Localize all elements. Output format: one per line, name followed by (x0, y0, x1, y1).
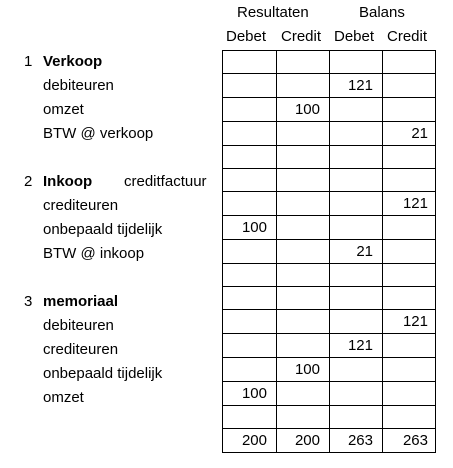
entry-number: 3 (24, 293, 33, 310)
subheader-balans-credit: Credit (387, 28, 428, 45)
entry-title: memoriaal (43, 293, 119, 310)
table-cell (383, 169, 436, 192)
account-label: BTW @ verkoop (43, 125, 154, 142)
table-cell (330, 146, 383, 169)
entry-title: Inkoop (43, 173, 93, 190)
table-cell: 121 (383, 192, 436, 216)
table-cell (223, 74, 277, 98)
subheader-resultaten-credit: Credit (281, 28, 322, 45)
table-row (223, 98, 436, 122)
table-cell: 263 (383, 429, 436, 453)
table-cell (223, 287, 277, 310)
table-cell: 200 (277, 429, 330, 453)
table-cell (277, 240, 330, 264)
table-cell (223, 310, 277, 334)
table-cell (383, 98, 436, 122)
table-cell (330, 216, 383, 240)
account-label: crediteuren (43, 197, 119, 214)
table-cell (277, 192, 330, 216)
table-cell: 121 (383, 310, 436, 334)
account-label: BTW @ inkoop (43, 245, 145, 262)
table-cell: 100 (277, 98, 330, 122)
table-cell (223, 98, 277, 122)
table-cell (223, 240, 277, 264)
entry-number: 2 (24, 173, 33, 190)
table-cell (330, 192, 383, 216)
table-row (223, 287, 436, 310)
table-row (223, 216, 436, 240)
table-cell (383, 264, 436, 287)
journal-grid (222, 50, 436, 453)
account-label: onbepaald tijdelijk (43, 365, 163, 382)
table-cell (277, 382, 330, 406)
table-cell (383, 406, 436, 429)
table-cell (223, 122, 277, 146)
table-cell (383, 74, 436, 98)
table-cell (223, 264, 277, 287)
table-cell (330, 358, 383, 382)
table-cell (383, 146, 436, 169)
journal-grid-body (223, 51, 436, 453)
table-cell (277, 169, 330, 192)
table-row (223, 406, 436, 429)
table-cell (277, 334, 330, 358)
table-cell (383, 287, 436, 310)
table-cell (277, 74, 330, 98)
table-cell (223, 358, 277, 382)
table-row (223, 51, 436, 74)
table-cell (383, 334, 436, 358)
account-label: omzet (43, 101, 84, 118)
table-cell (383, 358, 436, 382)
table-row (223, 169, 436, 192)
header-group-balans: Balans (359, 4, 405, 21)
table-cell (277, 310, 330, 334)
table-cell (330, 382, 383, 406)
table-cell: 121 (330, 334, 383, 358)
table-row (223, 334, 436, 358)
table-cell (330, 264, 383, 287)
account-label: onbepaald tijdelijk (43, 221, 163, 238)
table-cell (277, 406, 330, 429)
table-cell (383, 382, 436, 406)
table-cell (383, 240, 436, 264)
table-row (223, 122, 436, 146)
subheader-balans-debet: Debet (334, 28, 375, 45)
table-cell (277, 264, 330, 287)
table-row (223, 429, 436, 453)
subheader-resultaten-debet: Debet (226, 28, 267, 45)
table-cell: 100 (277, 358, 330, 382)
table-cell (277, 122, 330, 146)
table-row (223, 240, 436, 264)
account-label: debiteuren (43, 317, 114, 334)
table-cell (223, 192, 277, 216)
table-cell: 263 (330, 429, 383, 453)
table-cell (277, 51, 330, 74)
table-cell (330, 98, 383, 122)
entry-title: Verkoop (43, 53, 103, 70)
table-row (223, 264, 436, 287)
table-cell (383, 51, 436, 74)
entry-number: 1 (24, 53, 33, 70)
account-label: omzet (43, 389, 84, 406)
table-cell (223, 146, 277, 169)
table-cell (330, 122, 383, 146)
table-row (223, 358, 436, 382)
table-row (223, 146, 436, 169)
header-group-resultaten: Resultaten (237, 4, 309, 21)
table-cell: 21 (383, 122, 436, 146)
entry-note: creditfactuur (124, 173, 207, 190)
table-cell (330, 310, 383, 334)
table-cell (223, 169, 277, 192)
table-cell (330, 406, 383, 429)
table-row (223, 382, 436, 406)
table-cell: 100 (223, 216, 277, 240)
table-cell (223, 334, 277, 358)
table-cell (383, 216, 436, 240)
table-cell (223, 406, 277, 429)
table-cell (277, 287, 330, 310)
account-label: crediteuren (43, 341, 119, 358)
table-row (223, 310, 436, 334)
table-cell (223, 51, 277, 74)
table-cell (277, 146, 330, 169)
account-label: debiteuren (43, 77, 114, 94)
table-cell: 200 (223, 429, 277, 453)
table-row (223, 192, 436, 216)
table-cell (330, 287, 383, 310)
table-cell: 100 (223, 382, 277, 406)
table-cell: 21 (330, 240, 383, 264)
table-row (223, 74, 436, 98)
table-cell: 121 (330, 74, 383, 98)
table-cell (277, 216, 330, 240)
table-cell (330, 51, 383, 74)
table-cell (330, 169, 383, 192)
